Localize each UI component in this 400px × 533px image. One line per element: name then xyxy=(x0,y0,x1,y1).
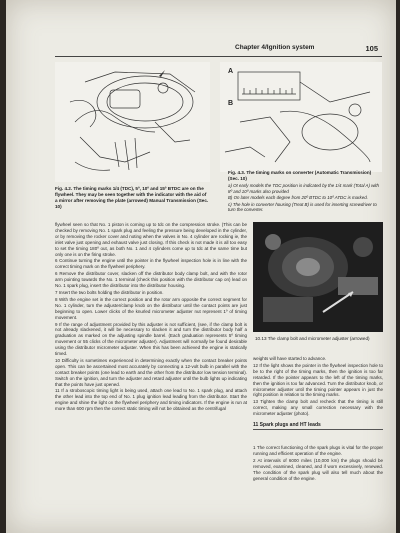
legend-item: B) On later models each degree from 20º BTDC to 10º ATDC is marked. xyxy=(228,195,368,201)
paragraph: 2 At intervals of 6000 miles (10,000 km) the plugs should be removed, examined, cleaned, and if worn excessively, renewed. The condition of the spark plug will also tell much about the general condition of the engine. xyxy=(253,457,383,481)
paragraph: 9 If the range of adjustment provided by this adjuster is not sufficient, (see, if the clamp bolt is not already slackened, it will be necessary to slacken it and turn the distributor body half a graduation as marked on the adjusting spindle barrel. (Each graduation represents 5º timing movement or 55 clicks of the micrometer adjuster). Adjustment will normally be found desirable using the distributor micrometer adjuster. When this has been achieved the engine is statically timed. xyxy=(55,321,247,357)
label-b: B xyxy=(228,100,234,107)
figure-right-legend xyxy=(228,183,383,214)
flywheel-diagram-illustration xyxy=(55,62,210,182)
figure-right-caption: Fig. 4.3. The timing marks on converter (Automatic Transmission) (Sec. 10) xyxy=(228,170,372,181)
body-column-right-top xyxy=(253,356,383,418)
photo-distributor-clamp xyxy=(253,222,383,332)
photo-caption: 10.13 The clamp bolt and micrometer adjuster (arrowed) xyxy=(255,336,370,341)
converter-diagram-illustration xyxy=(220,62,382,172)
section-heading: 11 Spark plugs and HT leads xyxy=(253,422,383,430)
paragraph: 6 Remove the distributor cover, slacken off the distributor body clamp bolt, and with the rotor arm pointing towards the No. 1 terminal (check this position with the distributor cap on) lead on No. 1 spark plug, insert the distributor into the distributor housing. xyxy=(55,271,247,289)
paragraph: 8 With the engine set in the correct position and the rotor arm opposite the correct segment for No. 1 cylinder, turn the adjuster/clamp knob on the distributor until the contact points are just beginning to open. Lower clicks of the knurled micrometer adjuster nut represent 1º of timing movement. xyxy=(55,296,247,320)
label-a: A xyxy=(228,68,234,75)
figure-converter-timing xyxy=(220,62,382,172)
legend-item: a) Ot early models the TDC position is indicated by the 1/4 mark (Total A) with 8º and 10º marks also provided xyxy=(228,183,379,194)
paragraph: 13 Tighten the clamp bolt and recheck that the timing is still correct, making any small correction necessary with the micrometer adjuster (photo). xyxy=(253,399,383,417)
distributor-photo-illustration xyxy=(253,222,383,332)
header-rule xyxy=(55,56,382,57)
paragraph: 10 Difficulty is sometimes experienced in determining exactly when the contact breaker points open. This can be ascertained most accurately by connecting a 12-volt bulb in parallel with the contact breaker points (one lead to earth and the other from the distributor low tension terminal). Switch on the ignition, and turn the adjuster and retard adjuster until the bulb lights up indicating that the points have just opened. xyxy=(55,357,247,387)
paragraph: flywheel seen so that No. 1 piston is coming up to tdc on the compression stroke. (This can be checked by removing No. 1 spark plug and feeling the pressure being developed in the cylinder, or by removing the rocker cover and noting when the valves in No. 4 cylinder are rocking ie, the inlet valve just opening and exhaust valve just closing. If this check is not made it is all too easy to set the timing 180º out, as both No. 1 and 4 cylinders come up to tdc at the same time but only one is on the firing stroke. xyxy=(55,222,247,257)
figure-flywheel-timing xyxy=(55,62,210,182)
paragraph: 1 The correct functioning of the spark plugs is vital for the proper running and efficient operation of the engine. xyxy=(253,445,383,456)
figure-left-caption: Fig. 4.2. The timing marks 1/4 (TDC), 5º, 10º and 15º BTDC are on the flywheel. They may be seen together with the indicator with the aid of a mirror after removing the plate (arrowed) Manual Transmission (Sec. 10) xyxy=(55,186,209,209)
paragraph: 12 If the light shows the pointer in the flywheel inspection hole to be to the right of the timing marks, then the ignition is too far retarded. If the pointer appears to the left of the timing marks, then the ignition is too far advanced. Turn the distributor knob, or micrometer adjuster until the timing pointer appears in just the right position in relation to the timing marks. xyxy=(253,362,383,398)
page-number: 105 xyxy=(365,44,378,53)
paragraph: weights will have started to advance. xyxy=(253,356,327,361)
paragraph: 6 Continue turning the engine until the pointer in the flywheel inspection hole is in line with the correct timing mark on the flywheel periphery. xyxy=(55,258,247,270)
body-column-right-bottom xyxy=(253,445,383,482)
paragraph: 7 Insert the two bolts holding the distributor in position. xyxy=(55,289,164,295)
paragraph: 11 If a stroboscopic timing light is being used, attach one lead to No. 1 spark plug, and attach the other lead into the top end of No. 1 plug ignition lead leading from the distributor. Start the engine and shine the light on the flywheel periphery and timing indicators. If the engine is run at more than 600 rpm then the correct static timing will not be obtained as the centrifugal xyxy=(55,388,247,412)
chapter-title: Chapter 4/Ignition system xyxy=(235,44,315,51)
body-column-left xyxy=(55,222,247,413)
legend-item: c) The hole in converter housing (Treat B) is used for inserting screwdriver to turn the converter. xyxy=(228,201,377,213)
